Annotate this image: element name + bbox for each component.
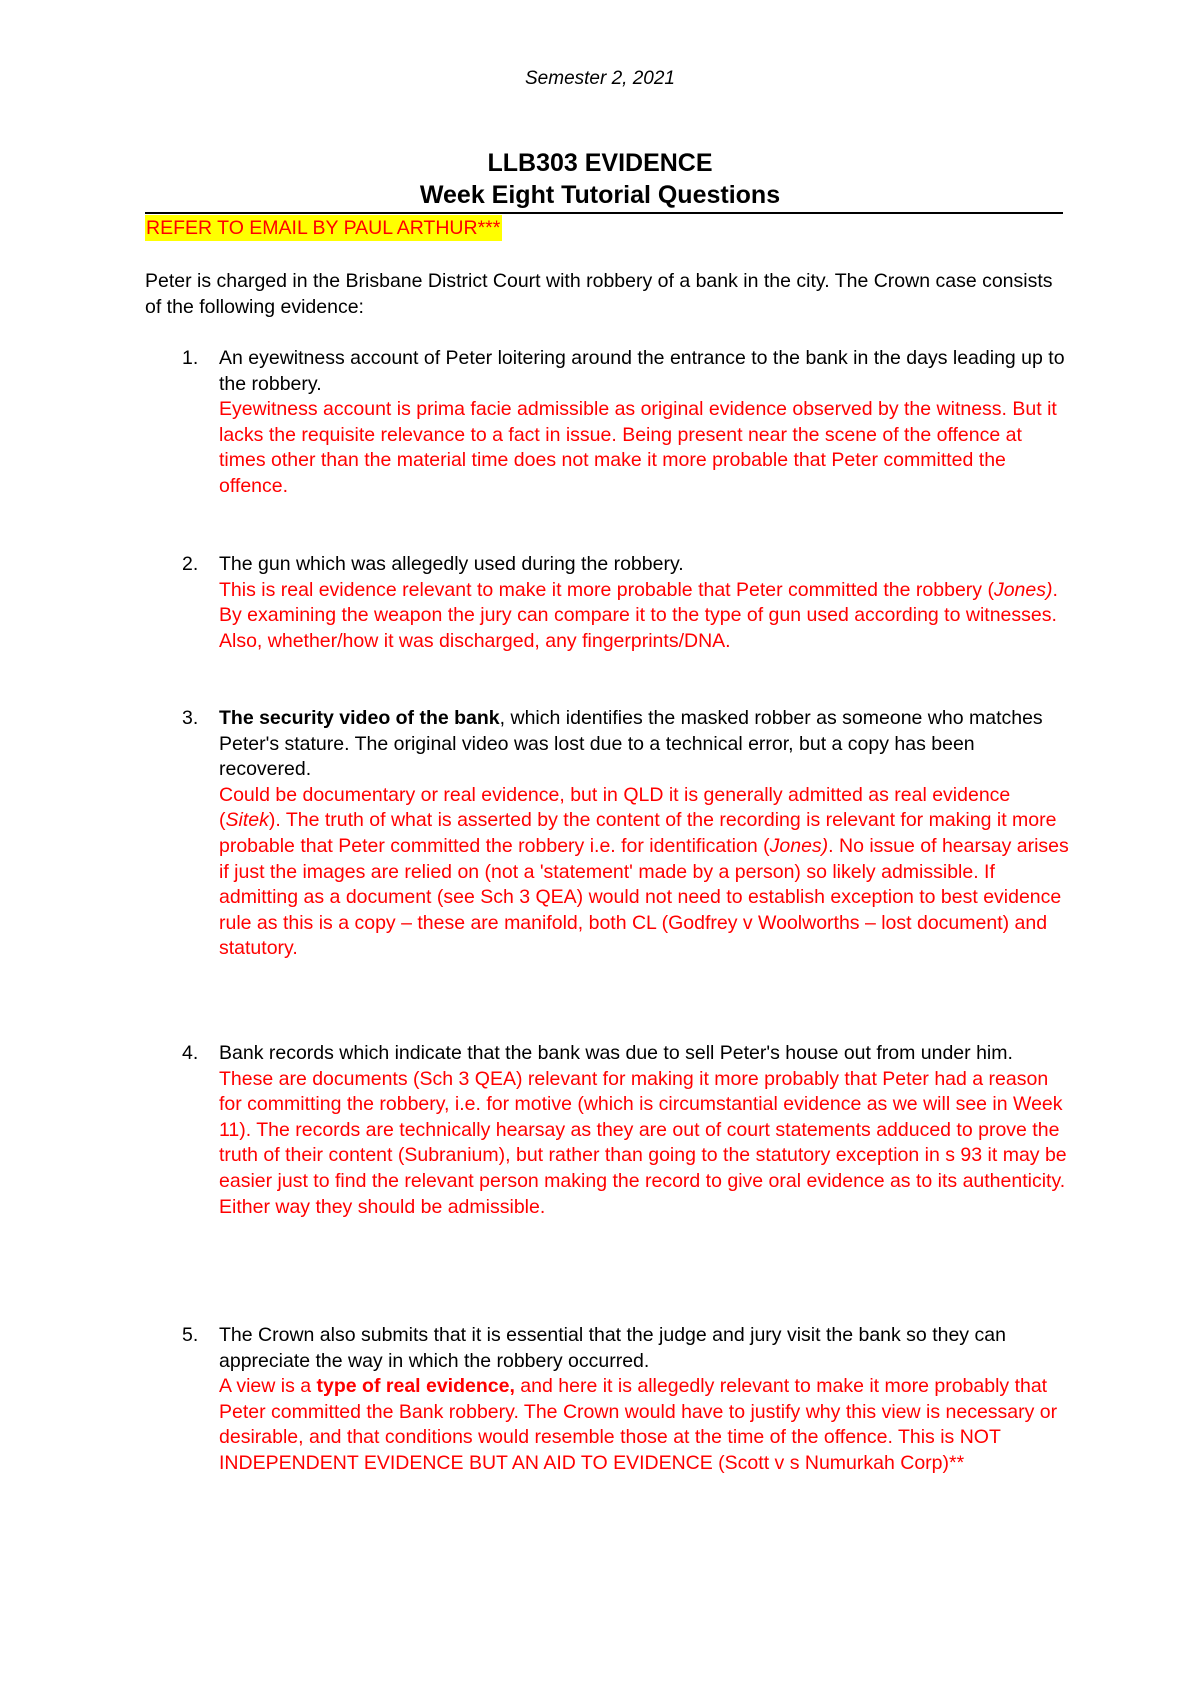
answer-text [219,1374,1070,1476]
list-item-4 [145,1041,1070,1220]
list-item-5 [145,1323,1070,1477]
question-text: The gun which was allegedly used during the robbery. [219,553,684,575]
list-number: 4. [182,1042,199,1064]
answer-text: These are documents (Sch 3 QEA) relevant for making it more probably that Peter had a reason for committing the robbery, i.e. for motive (which is circumstantial evidence as we will see in Week 11). The records are technically hearsay as they are out of court statements adduced to prove the truth of their content (Subranium), but rather than going to the statutory exception in s 93 it may be easier just to find the relevant person making the record to give oral evidence as to its authenticity. Either way they should be admissible. [219,1067,1067,1218]
list-item-3 [145,706,1070,962]
list-item-2 [145,552,1070,654]
question-text: An eyewitness account of Peter loitering around the entrance to the bank in the days leading up to the robbery. [219,347,1065,395]
answer-text: Eyewitness account is prima facie admissible as original evidence observed by the witness. But it lacks the requisite relevance to a fact in issue. Being present near the scene of the offence at times other than the material time does not make it more probable that Peter committed the offence. [219,398,1057,497]
question-emphasis: The security video of the bank [219,707,500,729]
list-number: 1. [182,347,199,369]
list-item-1 [145,346,1070,500]
intro-paragraph: Peter is charged in the Brisbane District Court with robbery of a bank in the city. The Crown case consists of the following evidence: [145,270,1053,318]
answer-text [219,783,1070,962]
case-citation: Jones) [769,834,829,857]
answer-part: A view is a [219,1375,317,1398]
answer-text [219,578,1070,655]
answer-part: Could be documentary or real evidence, but in QLD it is generally admitted as real evidence ( [219,783,1011,832]
answer-part: . No issue of hearsay arises if just the images are relied on (not a 'statement' made by a person) so likely admissible. If admitting as a document (see Sch 3 QEA) would not need to establish exception to best evidence rule as this is a copy – these are manifold, both CL (Godfrey v Woolworths – lost document) and statutory. [219,834,1069,960]
semester-label: Semester 2, 2021 [525,68,675,89]
list-number: 3. [182,707,199,729]
answer-part: . By examining the weapon the jury can compare it to the type of gun used according to witnesses. Also, whether/how it was discharged, any fingerprints/DNA. [219,578,1058,652]
question-text [219,706,1070,783]
answer-part: ). The truth of what is asserted by the content of the recording is relevant for making it more probable that Peter committed the robbery i.e. for identification ( [219,809,1057,857]
answer-part: and here it is allegedly relevant to make it more probably that Peter committed the Bank robbery. The Crown would have to justify why this view is necessary or desirable, and that conditions would resemble those at the time of the offence. This is NOT INDEPENDENT EVIDENCE BUT AN AID TO EVIDENCE (Scott v s Numurkah Corp)** [219,1375,1058,1474]
highlighted-notice: REFER TO EMAIL BY PAUL ARTHUR*** [146,217,501,239]
question-text: The Crown also submits that it is essential that the judge and jury visit the bank so they can appreciate the way in which the robbery occurred. [219,1324,1006,1372]
list-number: 5. [182,1324,199,1346]
case-citation: Sitek [225,809,269,832]
document-title [0,147,1200,211]
list-number: 2. [182,553,199,575]
tutorial-subtitle: Week Eight Tutorial Questions [419,181,781,209]
course-title: LLB303 EVIDENCE [487,149,713,177]
title-divider [145,212,1063,214]
answer-part: This is real evidence relevant to make it more probable that Peter committed the robbery ( [219,578,994,601]
question-text: Bank records which indicate that the bank was due to sell Peter's house out from under him. [219,1042,1013,1064]
case-citation: Jones) [993,578,1053,601]
question-part: , which identifies the masked robber as someone who matches Peter's stature. The original video was lost due to a technical error, but a copy has been recovered. [219,707,1043,781]
answer-emphasis: type of real evidence, [316,1375,515,1398]
